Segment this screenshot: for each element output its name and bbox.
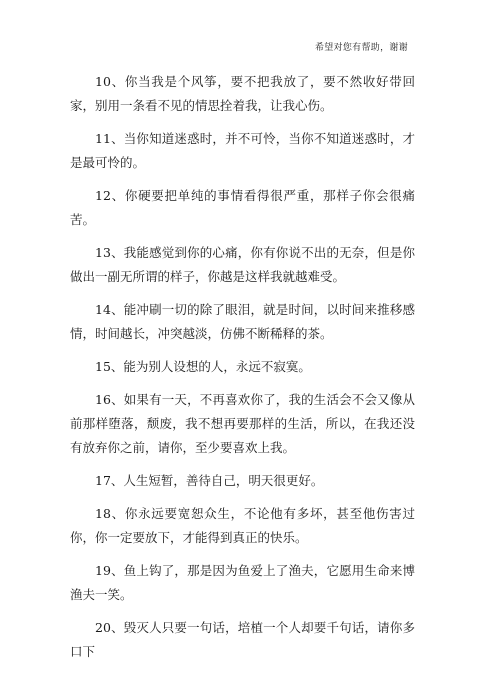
- paragraph-17: 17、人生短暂，善待自己，明天很更好。: [95, 473, 324, 488]
- paragraph-15: 15、能为别人设想的人，永远不寂寞。: [95, 359, 311, 374]
- paragraph-12: 12、你硬要把单纯的事情看得很严重，那样子你会很痛苦。: [70, 188, 415, 227]
- paragraph-14: 14、能冲刷一切的除了眼泪，就是时间，以时间来推移感情，时间越长，冲突越淡，仿佛不断稀释的茶。: [70, 302, 415, 341]
- header-note: 希望对您有帮助，谢谢: [314, 43, 408, 53]
- paragraph-18: 18、你永远要宽恕众生，不论他有多坏，甚至他伤害过你，你一定要放下，才能得到真正的快乐。: [70, 506, 415, 545]
- paragraph-20: 20、毁灭人只要一句话，培植一个人却要千句话，请你多口下: [70, 620, 415, 659]
- paragraph-13: 13、我能感觉到你的心痛，你有你说不出的无奈，但是你做出一副无所谓的样子，你越是这样我就越难受。: [70, 245, 415, 284]
- paragraph-10: 10、你当我是个风筝，要不把我放了，要不然收好带回家，别用一条看不见的情思拴着我，让我心伤。: [70, 74, 415, 113]
- paragraph-11: 11、当你知道迷惑时，并不可怜，当你不知道迷惑时，才是最可怜的。: [70, 131, 415, 170]
- paragraph-19: 19、鱼上钩了，那是因为鱼爱上了渔夫，它愿用生命来博渔夫一笑。: [70, 563, 415, 602]
- paragraph-16: 16、如果有一天，不再喜欢你了，我的生活会不会又像从前那样堕落，颓废，我不想再要那样的生活，所以，在我还没有放弃你之前，请你，至少要喜欢上我。: [70, 392, 415, 455]
- content-body: [70, 70, 415, 673]
